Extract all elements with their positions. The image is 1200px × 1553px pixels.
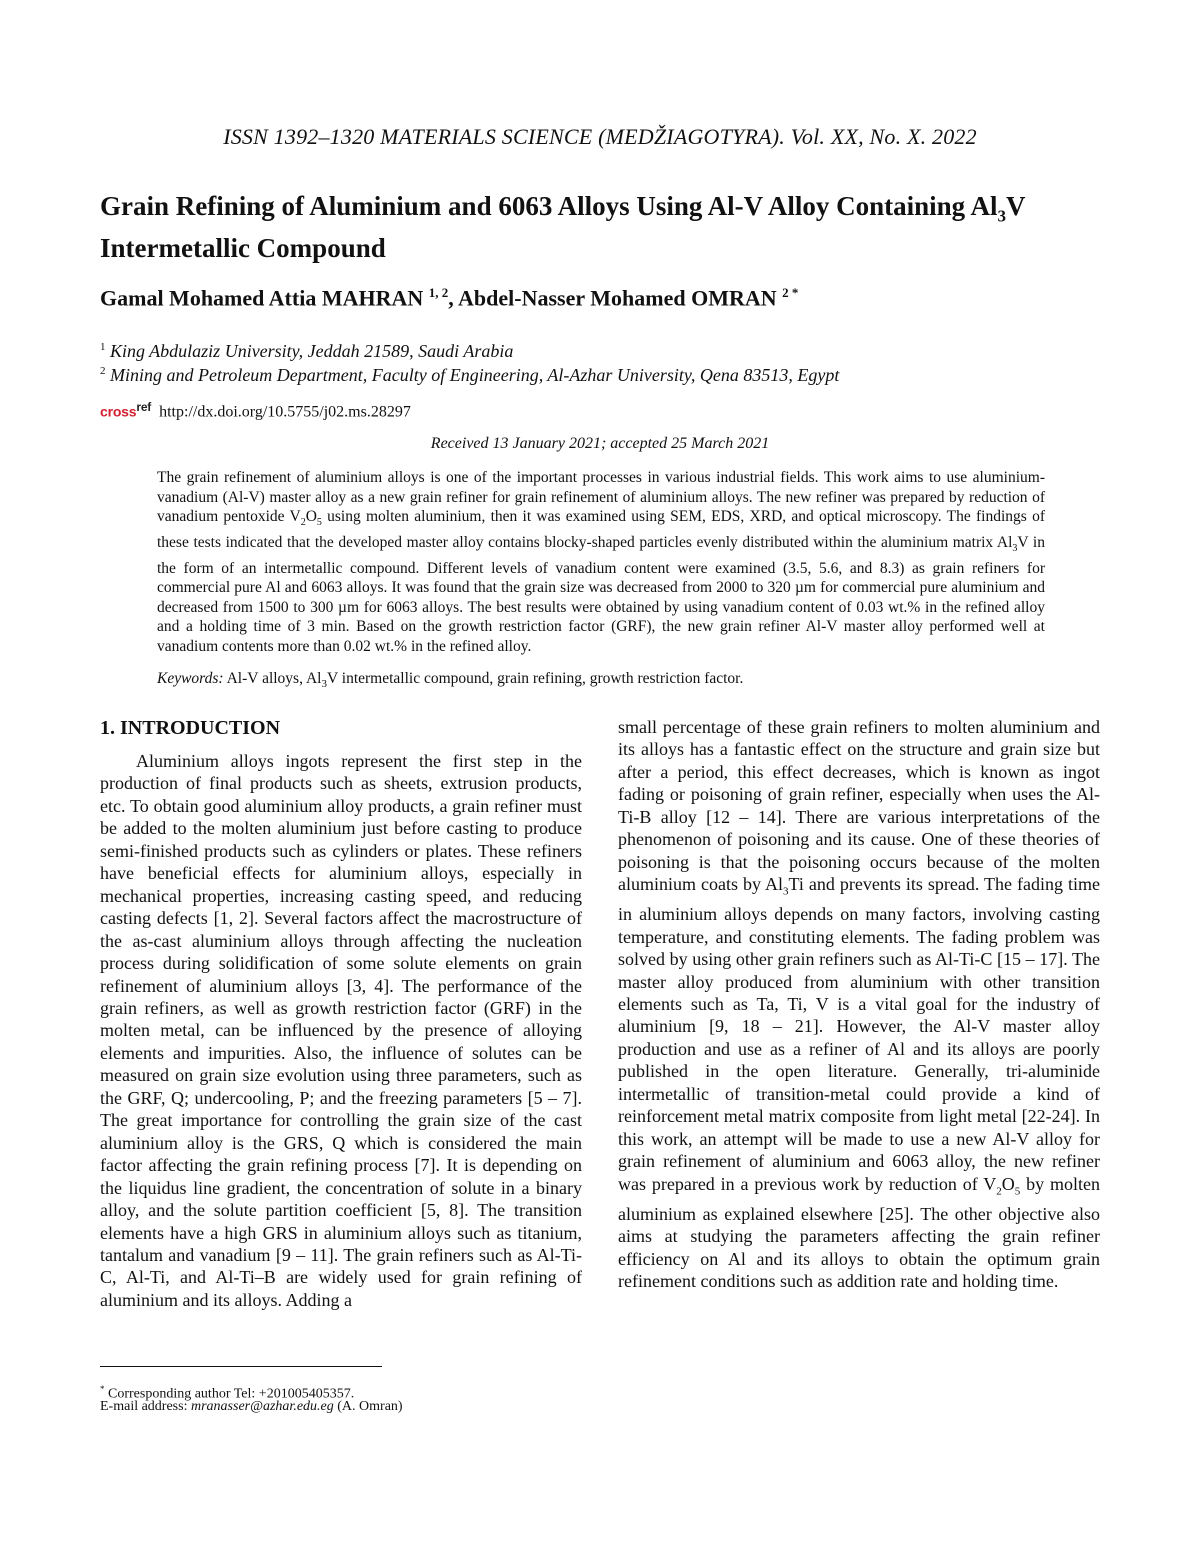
doi-link[interactable]: http://dx.doi.org/10.5755/j02.ms.28297 [159,403,411,421]
paper-title [100,190,1100,265]
journal-header: ISSN 1392–1320 MATERIALS SCIENCE (MEDŽIAGOTYRA). Vol. XX, No. X. 2022 [223,124,977,149]
author-name: Abdel-Nasser Mohamed OMRAN [458,285,777,311]
footnote-email: E-mail address: mranasser@azhar.edu.eg (A. Omran) [100,1399,403,1414]
left-column [100,716,582,1311]
footnote-divider [100,1366,382,1367]
crossref-logo: crossref [100,400,152,420]
author-name: Gamal Mohamed Attia MAHRAN [100,285,424,311]
affiliation [100,341,1100,362]
title-line2: Intermetallic Compound [100,233,386,264]
email-link[interactable]: mranasser@azhar.edu.eg [190,1399,334,1414]
footnote-corresponding: * Corresponding author Tel: +201005405357. [100,1384,355,1402]
author-affiliation-mark: 1, 2 [428,285,449,300]
title-line1: Grain Refining of Aluminium and 6063 Alloys Using Al-V Alloy Containing Al [100,191,998,221]
title-line1-end: V [1005,191,1026,221]
intro-paragraph-continued: small percentage of these grain refiners to molten aluminium and its alloys has a fantastic effect on the structure and grain size but after a period, this effect decreases, which is known as ingot fading or poisoning of grain refiner, especially when uses the Al-Ti-B alloy [12 – 14]. There are various interpretations of the phenomenon of poisoning and its cause. One of these theories of poisoning is that the poisoning occurs because of the molten aluminium coats by $Al_3Ti$ and prevents its spread. The fading time in aluminium alloys depends on many factors, involving casting temperature, and constituting elements. The fading problem was solved by using other grain refiners such as Al-Ti-C [15 – 17]. The master alloy produced from aluminium with other transition elements such as Ta, Ti, V is a vital goal for the industry of aluminium [9, 18 – 21]. However, the Al-V master alloy production and use as a refiner of Al and its alloys are poorly published in the open literature. Generally, tri-aluminide intermetallic of transition-metal could provide a kind of reinforcement metal matrix composite from light metal [22-24]. In this work, an attempt will be made to use a new Al-V alloy for grain refinement of aluminium and 6063 alloy, the new refiner was prepared in a previous work by reduction of $V_2O_5$ by molten aluminium as explained elsewhere [25]. The other objective also aims at studying the parameters affecting the grain refiner efficiency on Al and its alloys to obtain the optimum grain refinement conditions such as addition rate and holding time. [618,717,1100,1292]
affiliation-number: 2 [100,365,106,377]
right-column [618,716,1100,1293]
intro-paragraph: Aluminium alloys ingots represent the first step in the production of final products such as sheets, extrusion products, etc. To obtain good aluminium alloy products, a grain refiner must be added to the molten aluminium just before casting to produce semi-finished products such as cylinders or plates. These refiners have beneficial effects for aluminium alloys, especially in mechanical properties, increasing casting speed, and reducing casting defects [1, 2]. Several factors affect the macrostructure of the as-cast aluminium alloys through affecting the nucleation process during solidification of some solute elements on grain refinement of aluminium alloys [3, 4]. The performance of the grain refiners, as well as growth restriction factor (GRF) in the molten metal, can be influenced by the presence of alloying elements and impurities. Also, the influence of solutes can be measured on grain size evolution using three parameters, such as the GRF, Q; undercooling, P; and the freezing parameters [5 – 7]. The great importance for controlling the grain size of the cast aluminium alloy is the GRS, Q which is considered the main factor affecting the grain refining process [7]. It is depending on the liquidus line gradient, the concentration of solute in a binary alloy, and the solute partition coefficient [5, 8]. The transition elements have a high GRS in aluminium alloys such as titanium, tantalum and vanadium [9 – 11]. The grain refiners such as Al-Ti-C, Al-Ti, and Al-Ti–B are widely used for grain refining of aluminium and its alloys. Adding a [100,751,582,1310]
abstract: The grain refinement of aluminium alloys is one of the important processes in various industrial fields. This work aims to use aluminium-vanadium (Al-V) master alloy as a new grain refiner for grain refinement of aluminium alloys. The new refiner was prepared by reduction of vanadium pentoxide $V_2O_5$ using molten aluminium, then it was examined using SEM, EDS, XRD, and optical microscopy. The findings of these tests indicated that the developed master alloy contains blocky-shaped particles evenly distributed within the aluminium matrix $Al_3V$ in the form of an intermetallic compound. Different levels of vanadium content were examined (3.5, 5.6, and 8.3) as grain refiners for commercial pure Al and 6063 alloys. It was found that the grain size was decreased from 2000 to 320 µm for commercial pure aluminium and decreased from 1500 to 300 µm for 6063 alloys. The best results were obtained by using vanadium content of 0.03 wt.% in the refined alloy and a holding time of 3 min. Based on the growth restriction factor (GRF), the new grain refiner Al-V master alloy performed well at vanadium contents more than 0.02 wt.% in the refined alloy. [157,469,1045,655]
section-heading: 1. INTRODUCTION [100,717,281,739]
affiliation-text: Mining and Petroleum Department, Faculty of Engineering, Al-Azhar University, Qena 83513, Egypt [110,365,840,385]
author-affiliation-mark: 2 * [782,285,799,300]
affiliation-text: King Abdulaziz University, Jeddah 21589, Saudi Arabia [110,341,514,361]
keywords-label: Keywords: [157,670,224,687]
title-subscript: 3 [997,206,1006,226]
author-separator: , [448,285,459,311]
received-dates: Received 13 January 2021; accepted 25 March 2021 [430,435,770,452]
author-list [100,285,1100,311]
affiliation [100,365,1100,386]
doi-line [100,400,411,422]
keywords: Keywords: Al-V alloys, $Al_3V$ intermetallic compound, grain refining, growth restriction factor. [157,670,744,691]
affiliation-number: 1 [100,341,106,353]
